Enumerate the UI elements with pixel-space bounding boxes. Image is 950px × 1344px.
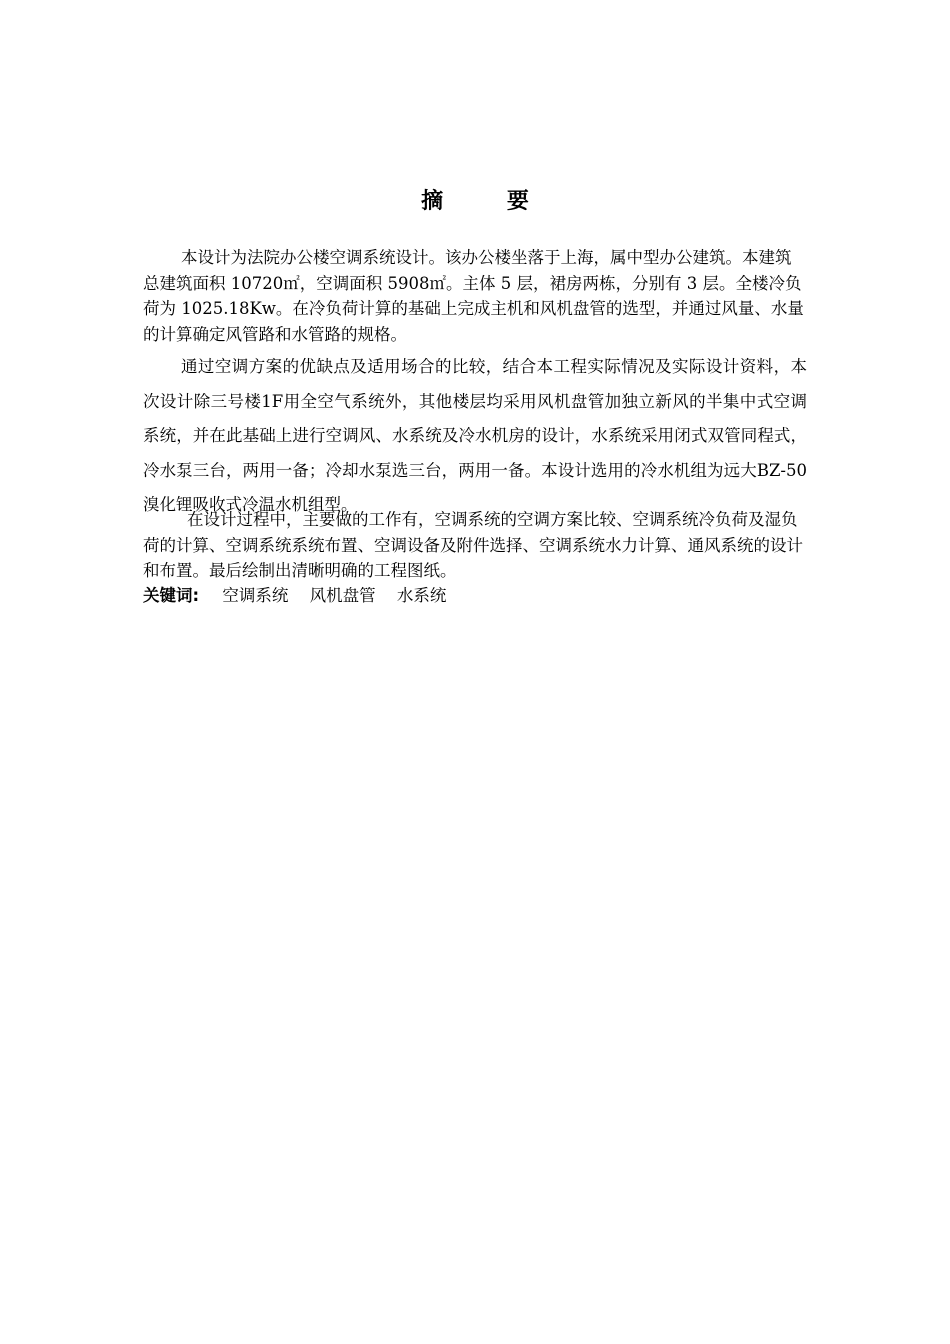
abstract-paragraph-1: 本设计为法院办公楼空调系统设计。该办公楼坐落于上海，属中型办公建筑。本建筑总建筑面积 10720㎡，空调面积 5908㎡。主体 5 层，裙房两栋，分别有 3 层。全楼冷负荷为 1025.18Kw。在冷负荷计算的基础上完成主机和风机盘管的选型，并通过风量、水量的计算确定风管路和水管路的规格。 xyxy=(143,248,804,344)
abstract-title: 摘 要 xyxy=(421,189,557,214)
keyword-item: 水系统 xyxy=(396,586,447,605)
keywords-line xyxy=(143,583,462,608)
keywords-label: 关键词: xyxy=(143,586,200,605)
keyword-item: 空调系统 xyxy=(222,586,289,605)
abstract-paragraph-3: 在设计过程中，主要做的工作有，空调系统的空调方案比较、空调系统冷负荷及湿负荷的计算、空调系统系统布置、空调设备及附件选择、空调系统水力计算、通风系统的设计和布置。最后绘制出清晰明确的工程图纸。 xyxy=(143,510,803,580)
abstract-paragraph-2: 通过空调方案的优缺点及适用场合的比较，结合本工程实际情况及实际设计资料，本次设计除三号楼1F用全空气系统外，其他楼层均采用风机盘管加独立新风的半集中式空调系统，并在此基础上进行空调风、水系统及冷水机房的设计，水系统采用闭式双管同程式，冷水泵三台，两用一备；冷却水泵选三台，两用一备。本设计选用的冷水机组为远大BZ-50溴化锂吸收式冷温水机组型。 xyxy=(143,357,807,514)
keyword-item: 风机盘管 xyxy=(309,586,376,605)
